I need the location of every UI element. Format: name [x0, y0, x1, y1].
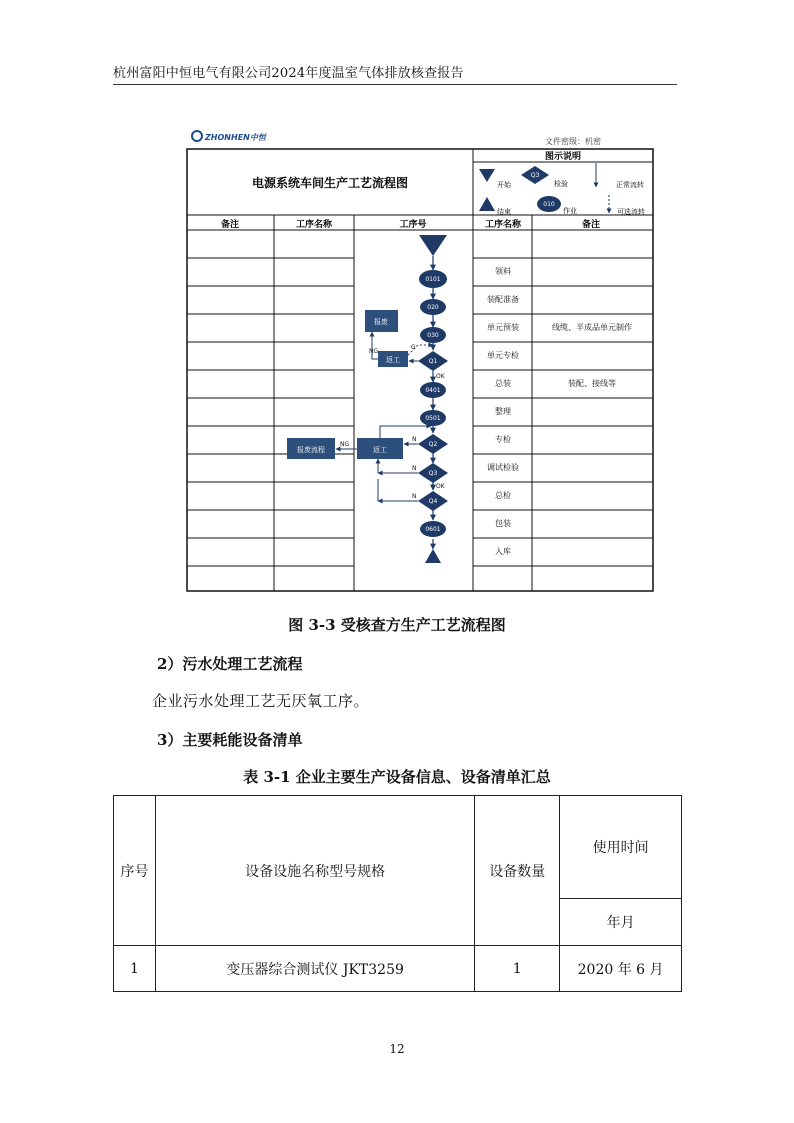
table-caption: 表 3-1 企业主要生产设备信息、设备清单汇总 [243, 768, 551, 786]
flow-grid [187, 215, 653, 591]
step-name: 总检 [495, 491, 511, 500]
step-name: 包装 [495, 519, 511, 528]
step-name: 总装 [495, 379, 511, 388]
cell-qty: 1 [475, 946, 560, 992]
cell-time: 2020 年 6 月 [560, 946, 682, 992]
op-code: 0101 [425, 276, 441, 283]
flow-label: OK [436, 373, 445, 380]
cell-no: 1 [114, 946, 156, 992]
legend-start: 开始 [497, 181, 511, 189]
flow-label: N [412, 465, 417, 472]
step-name: 领料 [495, 267, 511, 276]
col-process-no: 工序号 [399, 220, 427, 230]
inspect-code: Q2 [428, 441, 438, 448]
rework-box-2-label: 返工 [373, 446, 387, 454]
inspect-code: Q1 [428, 358, 438, 365]
col-remark-left: 备注 [220, 220, 240, 230]
logo-text: ZHONHEN中恒 [205, 133, 266, 142]
header-qty: 设备数量 [475, 796, 560, 946]
end-triangle [425, 549, 441, 563]
process-flow-figure [186, 129, 654, 593]
col-remark-right: 备注 [581, 220, 601, 230]
legend-end: 结束 [497, 208, 511, 216]
page-number: 12 [389, 1042, 405, 1056]
col-process-name-right: 工序名称 [484, 220, 522, 230]
step-name: 整理 [495, 407, 511, 416]
step-name: 入库 [495, 547, 511, 556]
figure-caption: 图 3-3 受核查方生产工艺流程图 [288, 616, 506, 634]
figure-title: 电源系统车间生产工艺流程图 [251, 176, 409, 190]
legend-normal: 正常流转 [616, 181, 644, 189]
step-name: 专检 [495, 435, 511, 444]
equipment-table [113, 795, 682, 992]
confidential-label: 文件密级：机密 [545, 137, 601, 146]
section-2-heading: 2）污水处理工艺流程 [157, 655, 303, 673]
header-rule [113, 84, 677, 85]
start-symbol [479, 169, 495, 182]
step-name: 装配准备 [487, 295, 519, 304]
header-no: 序号 [114, 796, 156, 946]
legend-title: 图示说明 [544, 152, 582, 162]
flow-label: G [411, 344, 416, 351]
scrap-box-label: 报废 [374, 318, 388, 326]
company-logo [192, 131, 268, 142]
scrap-flow-box-label: 报废流程 [297, 446, 325, 454]
page-header: 杭州富阳中恒电气有限公司2024年度温室气体排放核查报告 [113, 66, 464, 81]
legend-inspect: 检验 [554, 180, 568, 188]
col-process-name-left: 工序名称 [295, 220, 333, 230]
inspect-code: Q4 [428, 498, 438, 505]
flow-label: N [412, 493, 417, 500]
end-symbol [479, 197, 495, 211]
flow-label: NG [369, 348, 379, 355]
op-code: 030 [427, 332, 439, 339]
legend-inspect-code: Q3 [530, 172, 540, 179]
header-time-unit: 年月 [560, 899, 682, 946]
header-name: 设备设施名称型号规格 [155, 796, 474, 946]
header-time: 使用时间 [560, 796, 682, 899]
step-name: 调试检验 [487, 463, 519, 472]
legend-work-code: 010 [543, 201, 555, 208]
section-3-heading: 3）主要耗能设备清单 [157, 731, 303, 749]
step-remark: 装配、接线等 [568, 379, 616, 388]
table-row [114, 946, 682, 992]
op-code: 0401 [425, 387, 441, 394]
step-remark: 线缆、半成品单元制作 [552, 323, 632, 332]
cell-name: 变压器综合测试仪 JKT3259 [155, 946, 474, 992]
flow-label: OK [436, 483, 445, 490]
op-code: 0601 [425, 526, 441, 533]
flow-label: N [412, 436, 417, 443]
step-name: 单元专检 [487, 351, 519, 360]
step-name: 单元预装 [487, 323, 519, 332]
section-2-body: 企业污水处理工艺无厌氧工序。 [152, 692, 370, 710]
op-code: 0501 [425, 415, 441, 422]
inspect-code: Q3 [428, 470, 438, 477]
legend-work: 作业 [563, 207, 577, 215]
rework-box-1-label: 返工 [386, 356, 400, 364]
legend [473, 150, 653, 216]
op-code: 020 [427, 304, 439, 311]
start-triangle [419, 235, 447, 256]
flow-label: NG [340, 441, 350, 448]
legend-optional: 可选流转 [617, 208, 645, 216]
